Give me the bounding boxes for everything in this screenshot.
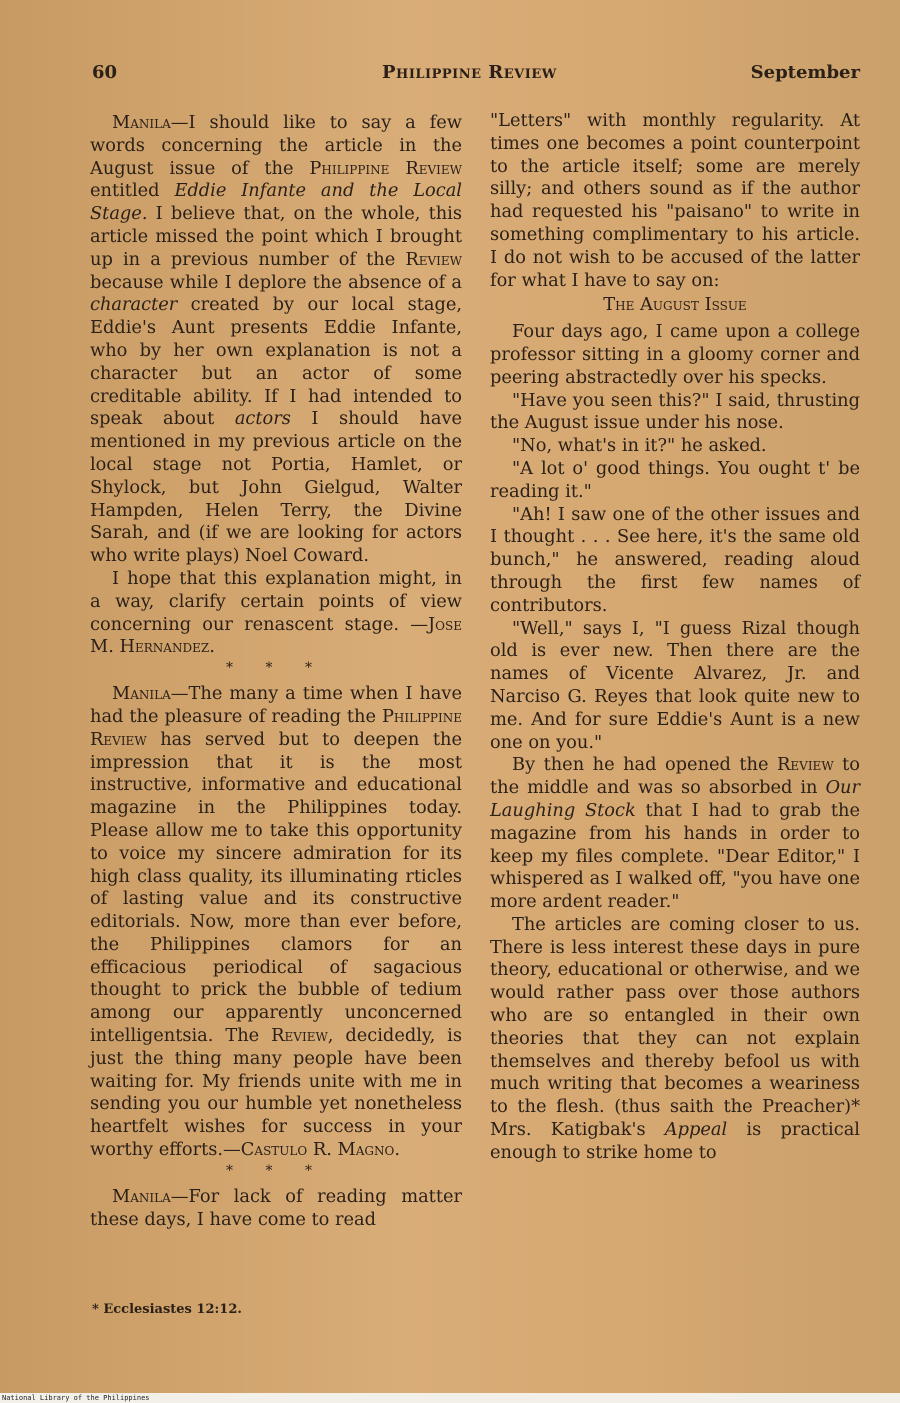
body-text: I hope that this explanation might, in a way, clarify certain points of view concerning our renascent stage. —: [90, 567, 462, 635]
body-text: entitled: [90, 180, 175, 202]
dateline: Manila: [112, 683, 171, 705]
paragraph: [490, 754, 860, 914]
body-text: I should have mentioned in my previous article on the local stage not Portia, Hamlet, or Shylock, but John Gielgud, Walter Hampden, Helen Terry, the Divine Sarah, and (if we are looking for actors who write plays) Noel Coward.: [90, 408, 463, 567]
paragraph: "Ah! I saw one of the other issues and I thought . . . See here, it's the same old bunch," he answered, reading aloud through the first few names of contributors.: [490, 503, 860, 616]
dateline: Manila: [112, 112, 171, 133]
paragraph: "No, what's in it?" he asked.: [512, 435, 767, 457]
publication-name: Review: [405, 248, 462, 270]
paragraph: "Have you seen this?" I said, thrusting the August issue under his nose.: [490, 389, 860, 434]
issue-month: September: [750, 62, 860, 83]
body-text: is practical enough to strike home to: [490, 1119, 860, 1163]
body-text: that I had to grab the magazine from his hands in order to keep my files complete. "Dear Editor," I whispered as I walked off, "you have one more ardent reader.": [490, 799, 860, 913]
emphasis: actors: [234, 408, 291, 430]
running-title: Philippine Review: [382, 62, 557, 83]
publication-name: Review: [777, 754, 834, 776]
letter-third: [90, 1186, 462, 1232]
signature: Castulo R. Magno.: [240, 1139, 401, 1161]
publication-name: Review: [271, 1025, 328, 1047]
paragraph: Four days ago, I came upon a college professor sitting in a gloomy corner and peering abstractedly over his specks.: [490, 321, 860, 388]
letter-hernandez-closing: [90, 568, 462, 659]
page-number: 60: [92, 62, 118, 83]
emphasis: character: [90, 294, 178, 316]
paragraph: "Well," says I, "I guess Rizal though old is ever new. Then there are the names of Vicente Alvarez, Jr. and Narciso G. Reyes that look quite new to me. And for sure Eddie's Aunt is a new one on you.": [490, 617, 860, 753]
body-text: created by our local stage, Eddie's Aunt presents Eddie Infante, who by her own explanation is not a character but an actor of some creditable ability. If I had intended to speak about: [90, 294, 462, 430]
right-column: [490, 110, 860, 1165]
paragraph: "A lot o' good things. You ought t' be reading it.": [490, 457, 860, 502]
body-text: I believe that, on the whole, this article missed the point which I brought up in a previous number of the: [90, 203, 462, 270]
body-text: —I should like to say a few words concerning the article in the August issue of the: [90, 112, 462, 179]
article-title: Eddie Infante and the Local Stage.: [90, 180, 462, 225]
article-title: Our Laughing Stock: [490, 777, 860, 821]
section-separator: * * *: [226, 660, 326, 677]
body-text: By then he had opened the: [512, 754, 777, 776]
body-text: —For lack of reading matter these days, I have come to read: [90, 1185, 462, 1230]
footnote: * Ecclesiastes 12:12.: [92, 1302, 242, 1317]
body-text: , decidedly, is just the thing many people have been waiting for. My friends unite with me in sending you our humble yet nonetheless heartfelt wishes for success in your worthy efforts.—: [90, 1025, 462, 1161]
paragraph: "Letters" with monthly regularity. At times one becomes a point counterpoint to the article itself; some are merely silly; and others sound as if the author had requested his "paisano" to write in something complimentary to his article. I do not wish to be accused of the latter for what I have to say on:: [490, 110, 860, 291]
article-title: Appeal: [664, 1119, 728, 1141]
section-separator: * * *: [226, 1162, 326, 1179]
body-text: has served but to deepen the impression that it is the most instructive, informative and educational magazine in the Philippines today. Please allow me to take this opportunity to voice my sincere admiration for its high class quality, its illuminating rticles of lasting value and its constructive editorials. Now, more than ever before, the Philippines clamors for an efficacious periodical of sagacious thought to prick the bubble of tedium among our apparently unconcerned intelligentsia. The: [90, 728, 462, 1047]
left-column: [90, 112, 462, 1231]
paragraph: [490, 914, 860, 1165]
body-text: —The many a time when I have had the pleasure of reading the: [90, 683, 462, 727]
scan-credit: National Library of the Philippines: [0, 1393, 900, 1403]
signature: Jose M. Hernandez.: [90, 613, 462, 658]
page-header: [92, 60, 860, 92]
section-heading: The August Issue: [603, 294, 747, 316]
letter-hernandez: [90, 112, 462, 568]
letter-magno: [90, 683, 462, 1162]
body-text: because while I deplore the absence of a: [90, 271, 462, 293]
dateline: Manila: [112, 1185, 171, 1207]
body-text: to the middle and was so absorbed in: [490, 754, 860, 799]
publication-name: Philippine Review: [309, 157, 463, 179]
body-text: The articles are coming closer to us. There is less interest these days in pure theory, educational or otherwise, and we would rather pass over those authors who are so entangled in their own theories that they can not explain themselves and thereby befool us with much writing that becomes a weariness to the flesh. (thus saith the Preacher)* Mrs. Katigbak's: [490, 913, 860, 1141]
publication-name: Philippine Review: [90, 705, 462, 750]
